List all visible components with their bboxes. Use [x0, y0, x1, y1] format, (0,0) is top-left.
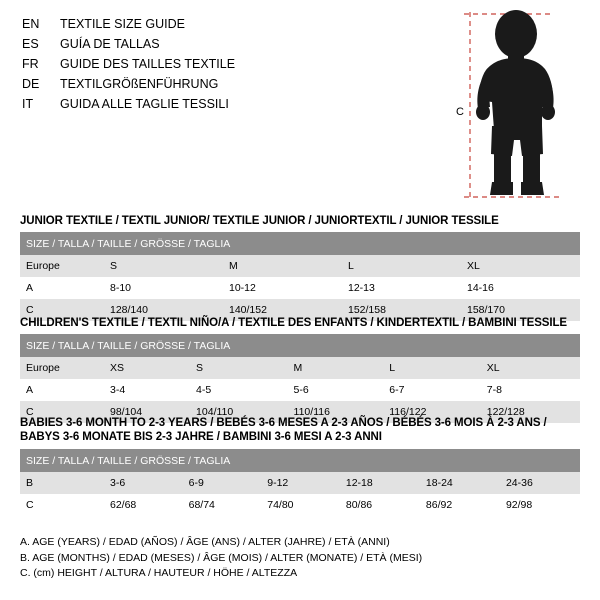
- language-title: GUIDE DES TAILLES TEXTILE: [60, 57, 236, 71]
- section-children: [20, 317, 580, 423]
- size-table-children: [20, 334, 580, 423]
- cell: 7-8: [481, 379, 580, 401]
- row-label: A: [20, 379, 104, 401]
- language-row: [22, 14, 442, 34]
- height-measure-label: C: [456, 106, 464, 118]
- table-row: [20, 357, 580, 379]
- cell: S: [104, 255, 223, 277]
- table-row: [20, 494, 580, 516]
- cell: 116/122: [383, 401, 480, 423]
- cell: 86/92: [420, 494, 500, 516]
- language-row: [22, 94, 442, 114]
- section-junior: [20, 215, 580, 321]
- cell: 74/80: [261, 494, 340, 516]
- cell: 128/140: [104, 299, 223, 321]
- cell: L: [342, 255, 461, 277]
- cell: 104/110: [190, 401, 287, 423]
- row-label: C: [20, 299, 104, 321]
- cell: 140/152: [223, 299, 342, 321]
- language-row: [22, 34, 442, 54]
- cell: 8-10: [104, 277, 223, 299]
- cell: 152/158: [342, 299, 461, 321]
- legend: [20, 535, 580, 582]
- language-title: TEXTILGRÖßENFÜHRUNG: [60, 77, 219, 91]
- language-code: DE: [22, 77, 40, 91]
- language-title: TEXTILE SIZE GUIDE: [60, 17, 186, 31]
- row-label: C: [20, 494, 104, 516]
- language-code: FR: [22, 57, 39, 71]
- cell: 80/86: [340, 494, 420, 516]
- section-title-babies-line2: BABYS 3-6 MONATE BIS 2-3 JAHRE / BAMBINI 3-6 MESI A 2-3 ANNI: [20, 430, 382, 443]
- cell: 122/128: [481, 401, 580, 423]
- language-code: EN: [22, 17, 40, 31]
- legend-item-a: A. AGE (YEARS) / EDAD (AÑOS) / ÂGE (ANS) / ALTER (JAHRE) / ETÀ (ANNI): [20, 536, 390, 548]
- language-title: GUIDA ALLE TAGLIE TESSILI: [60, 97, 229, 111]
- row-label: Europe: [20, 357, 104, 379]
- cell: 68/74: [183, 494, 262, 516]
- size-table-junior: [20, 232, 580, 321]
- language-code: ES: [22, 37, 39, 51]
- band-label: SIZE / TALLA / TAILLE / GRÖSSE / TAGLIA: [20, 232, 580, 255]
- table-row: [20, 472, 580, 494]
- cell: 92/98: [500, 494, 580, 516]
- cell: 18-24: [420, 472, 500, 494]
- section-title-babies-line1: BABIES 3-6 MONTH TO 2-3 YEARS / BEBÉS 3-6 MESES A 2-3 AÑOS / BÉBÉS 3-6 MOIS À 2-3 ANS /: [20, 417, 547, 429]
- cell: L: [383, 357, 480, 379]
- legend-item-c: C. (cm) HEIGHT / ALTURA / HAUTEUR / HÖHE / ALTEZZA: [20, 567, 298, 579]
- cell: 24-36: [500, 472, 580, 494]
- language-row: [22, 74, 442, 94]
- cell: M: [288, 357, 384, 379]
- cell: 3-4: [104, 379, 190, 401]
- language-row: [22, 54, 442, 74]
- cell: 98/104: [104, 401, 190, 423]
- cell: 6-9: [183, 472, 262, 494]
- language-code: IT: [22, 97, 34, 111]
- band-label: SIZE / TALLA / TAILLE / GRÖSSE / TAGLIA: [20, 449, 580, 472]
- legend-item-b: B. AGE (MONTHS) / EDAD (MESES) / ÂGE (MOIS) / ALTER (MONATE) / ETÀ (MESI): [20, 551, 423, 564]
- row-label: A: [20, 277, 104, 299]
- cell: S: [190, 357, 287, 379]
- cell: 3-6: [104, 472, 183, 494]
- size-table-babies: [20, 449, 580, 516]
- row-label: Europe: [20, 255, 104, 277]
- table-row: [20, 277, 580, 299]
- cell: 10-12: [223, 277, 342, 299]
- cell: M: [223, 255, 342, 277]
- cell: 12-13: [342, 277, 461, 299]
- cell: 158/170: [461, 299, 580, 321]
- table-band-row: [20, 334, 580, 357]
- cell: XL: [481, 357, 580, 379]
- cell: 62/68: [104, 494, 183, 516]
- child-silhouette-figure: [452, 8, 592, 203]
- table-band-row: [20, 449, 580, 472]
- table-row: [20, 379, 580, 401]
- row-label: C: [20, 401, 104, 423]
- row-label: B: [20, 472, 104, 494]
- cell: 14-16: [461, 277, 580, 299]
- cell: 5-6: [288, 379, 384, 401]
- section-babies: [20, 417, 580, 516]
- section-title-children: CHILDREN'S TEXTILE / TEXTIL NIÑO/A / TEXTILE DES ENFANTS / KINDERTEXTIL / BAMBINI TESSILE: [20, 317, 567, 329]
- cell: XS: [104, 357, 190, 379]
- section-title-babies: [20, 417, 580, 444]
- language-title: GUÍA DE TALLAS: [60, 37, 160, 51]
- silhouette-shape: [476, 10, 555, 195]
- cell: 6-7: [383, 379, 480, 401]
- cell: 4-5: [190, 379, 287, 401]
- cell: XL: [461, 255, 580, 277]
- cell: 12-18: [340, 472, 420, 494]
- table-band-row: [20, 232, 580, 255]
- band-label: SIZE / TALLA / TAILLE / GRÖSSE / TAGLIA: [20, 334, 580, 357]
- cell: 110/116: [288, 401, 384, 423]
- table-row: [20, 255, 580, 277]
- language-header: [22, 14, 442, 114]
- section-title-junior: JUNIOR TEXTILE / TEXTIL JUNIOR/ TEXTILE JUNIOR / JUNIORTEXTIL / JUNIOR TESSILE: [20, 215, 499, 227]
- cell: 9-12: [261, 472, 340, 494]
